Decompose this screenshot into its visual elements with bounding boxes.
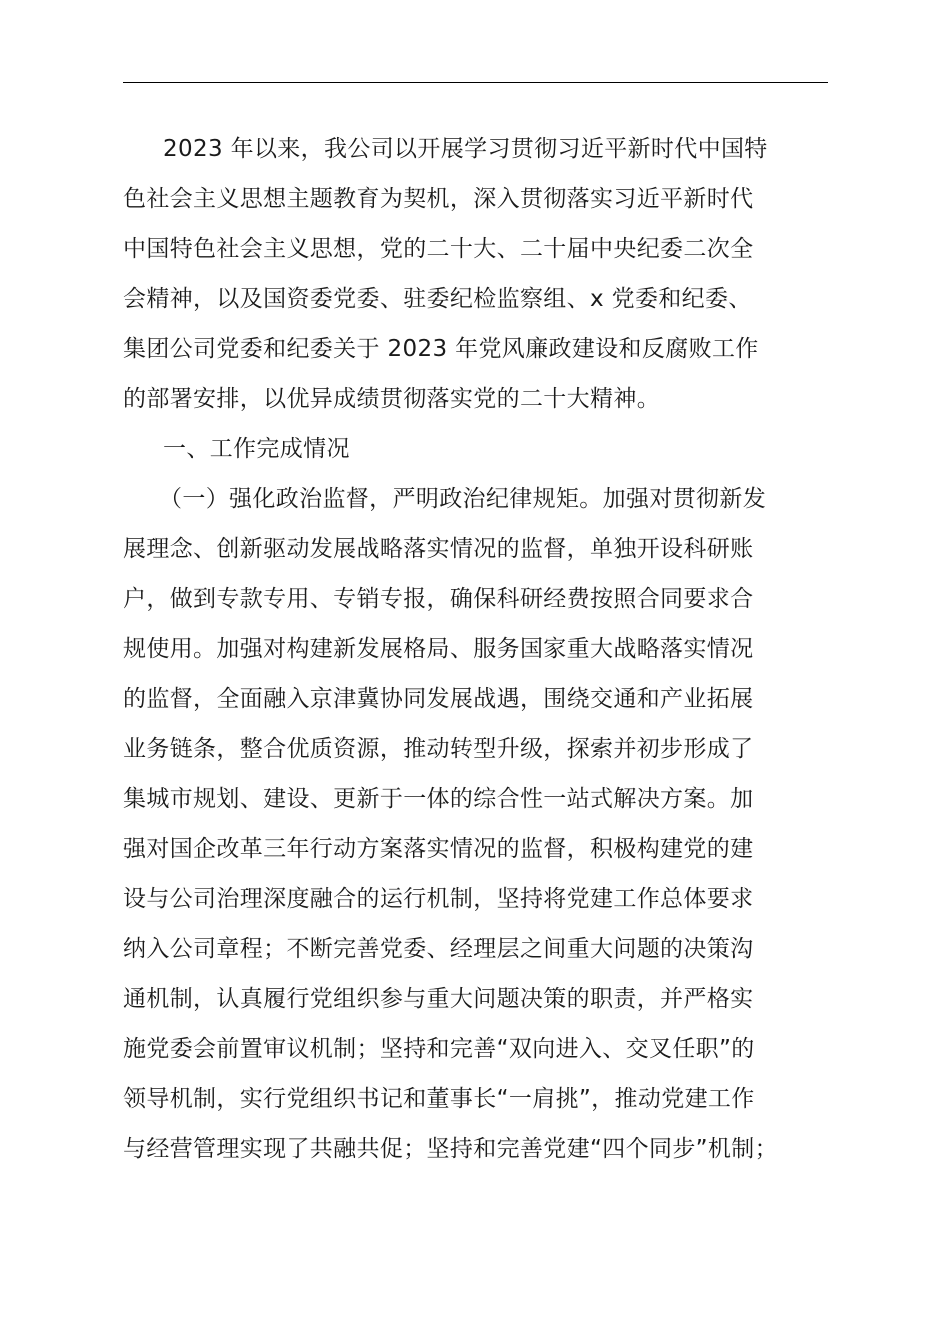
paragraph-line: 集团公司党委和纪委关于 2023 年党风廉政建设和反腐败工作 [123, 336, 759, 362]
header-rule [123, 82, 828, 83]
paragraph-line: 设与公司治理深度融合的运行机制，坚持将党建工作总体要求 [123, 886, 754, 912]
paragraph-line: 展理念、创新驱动发展战略落实情况的监督，单独开设科研账 [123, 536, 754, 562]
paragraph-line: 中国特色社会主义思想，党的二十大、二十届中央纪委二次全 [123, 236, 754, 262]
paragraph-line: 规使用。加强对构建新发展格局、服务国家重大战略落实情况 [123, 636, 754, 662]
paragraph-line: 强对国企改革三年行动方案落实情况的监督，积极构建党的建 [123, 836, 754, 862]
paragraph-line: 业务链条，整合优质资源，推动转型升级，探索并初步形成了 [123, 736, 754, 762]
paragraph-line: 的部署安排，以优异成绩贯彻落实党的二十大精神。 [123, 386, 661, 412]
paragraph-line: 集城市规划、建设、更新于一体的综合性一站式解决方案。加 [123, 786, 754, 812]
paragraph-line: （一）强化政治监督，严明政治纪律规矩。加强对贯彻新发 [159, 486, 767, 512]
paragraph-line: 通机制，认真履行党组织参与重大问题决策的职责，并严格实 [123, 986, 754, 1012]
paragraph-line: 领导机制，实行党组织书记和董事长“一肩挑”，推动党建工作 [123, 1086, 755, 1112]
paragraph-line: 纳入公司章程；不断完善党委、经理层之间重大问题的决策沟 [123, 936, 754, 962]
paragraph-line: 施党委会前置审议机制；坚持和完善“双向进入、交叉任职”的 [123, 1036, 755, 1062]
paragraph-line: 户，做到专款专用、专销专报，确保科研经费按照合同要求合 [123, 586, 754, 612]
paragraph-line: 的监督，全面融入京津冀协同发展战遇，围绕交通和产业拓展 [123, 686, 754, 712]
paragraph-line: 与经营管理实现了共融共促；坚持和完善党建“四个同步”机制； [123, 1136, 778, 1162]
section-heading: 一、工作完成情况 [163, 436, 350, 462]
paragraph-line: 色社会主义思想主题教育为契机，深入贯彻落实习近平新时代 [123, 186, 754, 212]
document-body [123, 124, 835, 1174]
paragraph-line: 会精神，以及国资委党委、驻委纪检监察组、x 党委和纪委、 [123, 286, 752, 312]
paragraph-line: 2023 年以来，我公司以开展学习贯彻习近平新时代中国特 [163, 136, 768, 162]
